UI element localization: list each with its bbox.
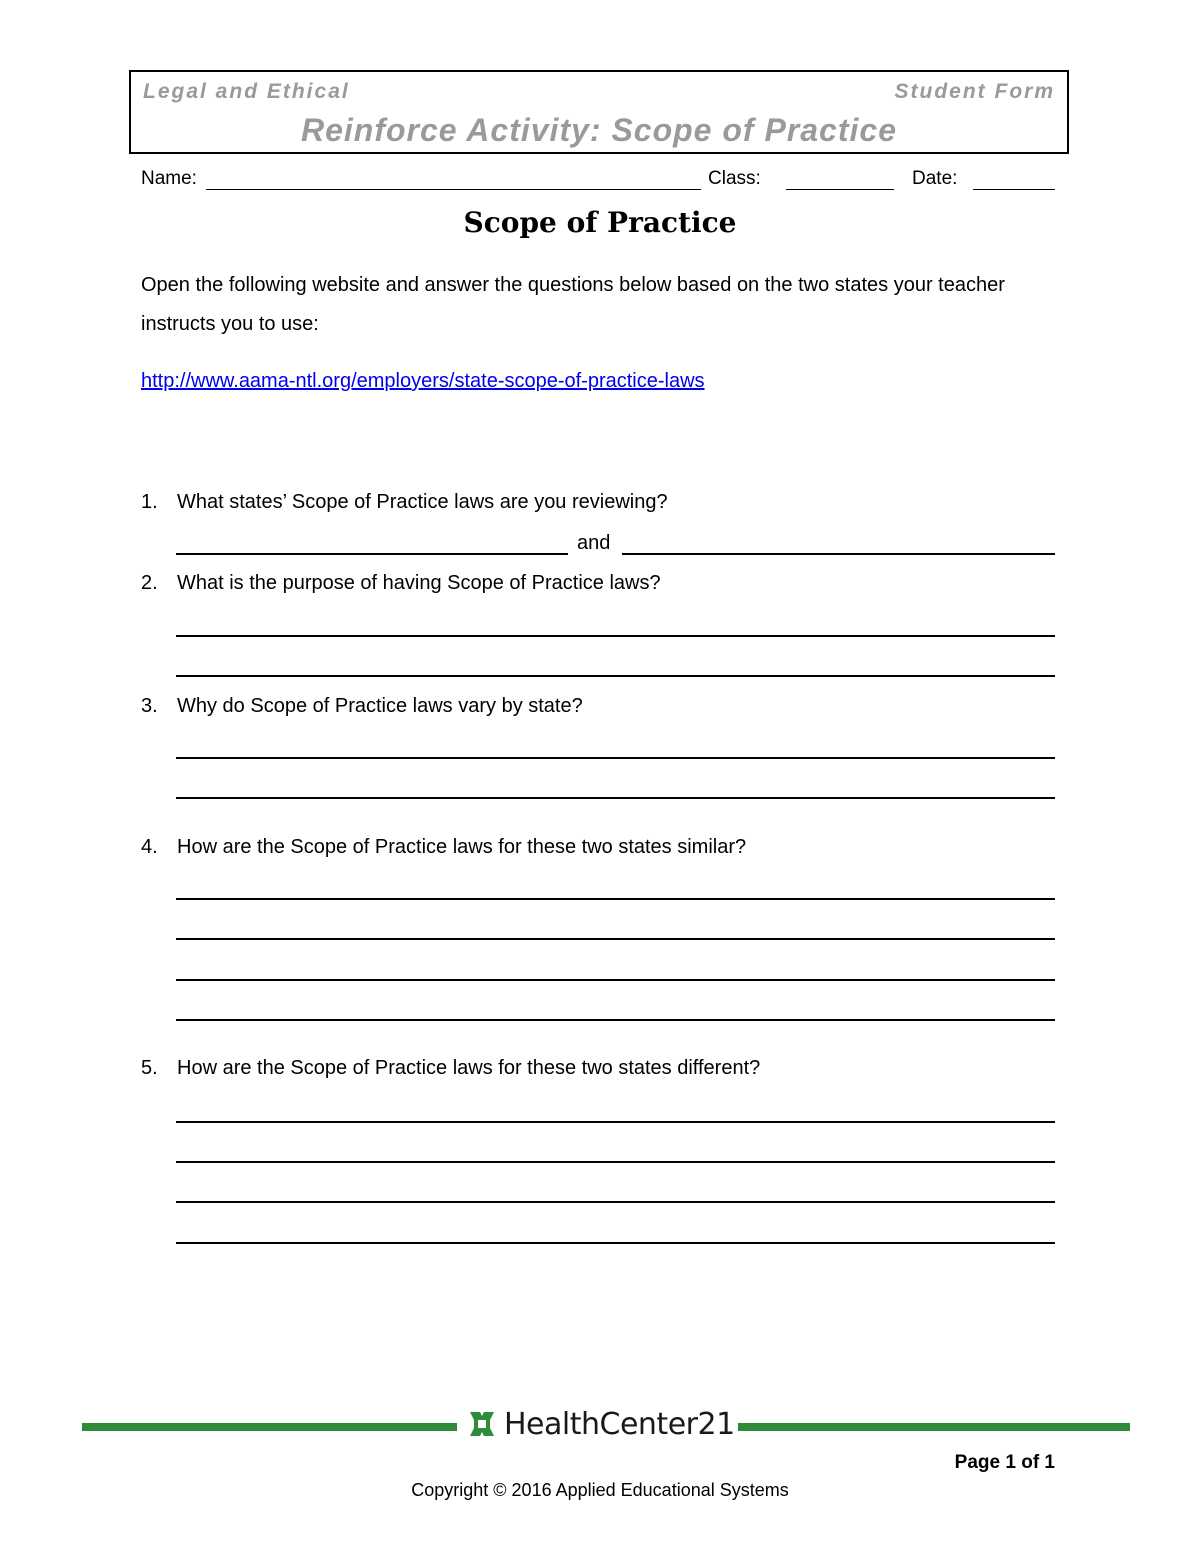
and-text: and (577, 532, 611, 554)
footer-bar-right (738, 1423, 1130, 1431)
name-field[interactable] (206, 189, 701, 190)
logo-text: HealthCenter21 (504, 1406, 735, 1442)
healthcenter21-logo (468, 1404, 735, 1444)
answer-line[interactable] (176, 1019, 1055, 1021)
student-info-row (141, 168, 1055, 194)
question-4: 4. How are the Scope of Practice laws for these two states similar? (141, 836, 747, 858)
class-label: Class: (708, 168, 761, 189)
document-title: Scope of Practice (463, 206, 737, 239)
footer-bar-left (82, 1423, 457, 1431)
answer-line[interactable] (176, 898, 1055, 900)
header-box (129, 70, 1069, 154)
question-1: 1. What states’ Scope of Practice laws are you reviewing? (141, 491, 668, 513)
answer-line[interactable] (176, 635, 1055, 637)
question-2: 2. What is the purpose of having Scope of Practice laws? (141, 572, 661, 594)
answer-line[interactable] (176, 797, 1055, 799)
intro-text: Open the following website and answer the questions below based on the two states your teacher instructs you to use: (141, 274, 1005, 335)
date-label: Date: (912, 168, 958, 189)
answer-line[interactable] (176, 938, 1055, 940)
answer-line[interactable] (176, 1161, 1055, 1163)
scope-of-practice-link[interactable]: http://www.aama-ntl.org/employers/state-scope-of-practice-laws (141, 370, 705, 392)
class-field[interactable] (786, 189, 894, 190)
header-form-type: Student Form (894, 80, 1055, 103)
answer-line[interactable] (176, 979, 1055, 981)
header-course: Legal and Ethical (143, 80, 350, 103)
answer-line[interactable] (176, 675, 1055, 677)
page-number: Page 1 of 1 (954, 1452, 1055, 1473)
date-field[interactable] (973, 189, 1055, 190)
answer-line[interactable] (176, 757, 1055, 759)
answer-line-state-2[interactable] (622, 553, 1055, 555)
copyright-text: Copyright © 2016 Applied Educational Systems (411, 1480, 789, 1500)
answer-line[interactable] (176, 1121, 1055, 1123)
answer-line-state-1[interactable] (176, 553, 568, 555)
answer-line[interactable] (176, 1242, 1055, 1244)
header-title: Reinforce Activity: Scope of Practice (301, 112, 897, 148)
question-5: 5. How are the Scope of Practice laws for these two states different? (141, 1057, 761, 1079)
healthcenter21-logo-icon (468, 1410, 496, 1438)
question-3: 3. Why do Scope of Practice laws vary by state? (141, 695, 583, 717)
name-label: Name: (141, 168, 197, 189)
answer-line[interactable] (176, 1201, 1055, 1203)
